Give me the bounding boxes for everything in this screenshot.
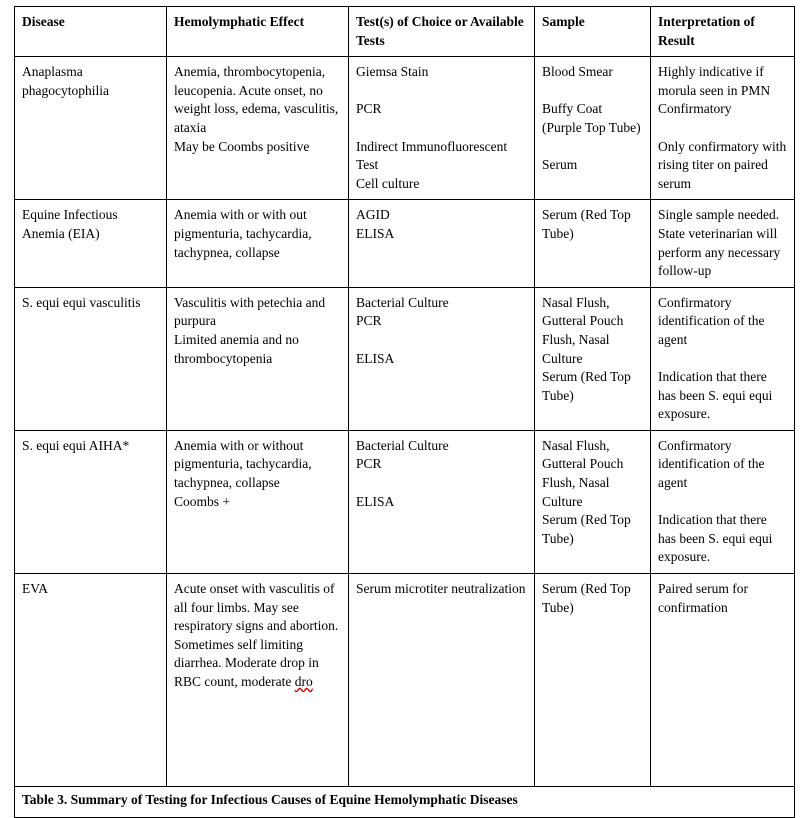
cell-line: PCR: [356, 101, 382, 117]
blank-line: [542, 138, 644, 157]
cell-line: Serum (Red Top Tube): [542, 512, 631, 546]
table-row: [15, 200, 795, 287]
cell-line: Equine Infectious Anemia (EIA): [22, 207, 118, 241]
cell-line: May be Coombs positive: [174, 138, 310, 154]
cell-line: Blood Smear: [542, 64, 613, 80]
cell-tests: [349, 574, 535, 787]
cell-line: Single sample needed. State veterinarian will perform any necessary follow-up: [658, 207, 781, 279]
cell-disease: [15, 287, 167, 430]
cell-line: EVA: [22, 581, 49, 597]
cell-disease: [15, 430, 167, 573]
cell-line: Anemia with or with out pigmenturia, tachycardia, tachypnea, collapse: [174, 207, 312, 260]
cell-sample: [535, 574, 651, 787]
blank-line: [658, 493, 788, 512]
cell-line: Confirmatory identification of the agent: [658, 294, 765, 347]
column-header-sample: Sample: [535, 7, 651, 57]
cell-tests: [349, 200, 535, 287]
cell-sample: [535, 57, 651, 200]
cell-tests: [349, 430, 535, 573]
summary-table: [14, 6, 795, 818]
cell-line: Coombs +: [174, 493, 230, 509]
cell-interpretation: [651, 574, 795, 787]
cell-line: Bacterial Culture: [356, 437, 449, 453]
cell-line: S. equi equi AIHA*: [22, 437, 130, 453]
cell-interpretation: [651, 200, 795, 287]
cell-line: PCR: [356, 313, 382, 329]
blank-line: [356, 119, 528, 138]
cell-hemolymphatic-effect: [167, 200, 349, 287]
table-container: [14, 6, 794, 818]
cell-line: Serum (Red Top Tube): [542, 369, 631, 403]
table-row: [15, 57, 795, 200]
cell-line: Giemsa Stain: [356, 64, 429, 80]
cell-line: Anaplasma phagocytophilia: [22, 64, 109, 98]
cell-line: Confirmatory identification of the agent: [658, 437, 765, 491]
cell-line: Bacterial Culture: [356, 294, 449, 310]
cell-line: Indirect Immunofluorescent Test: [356, 138, 508, 173]
cell-line: Buffy Coat (Purple Top Tube): [542, 101, 641, 135]
cell-line: S. equi equi vasculitis: [22, 294, 141, 310]
cell-line: Only confirmatory with rising titer on paired serum: [658, 138, 787, 191]
table-header-row: [15, 7, 795, 57]
cell-interpretation: [651, 57, 795, 200]
blank-line: [356, 331, 528, 350]
table-row: [15, 287, 795, 430]
cell-line: ELISA: [356, 225, 395, 241]
cell-line: ELISA: [356, 350, 395, 366]
cell-line: Serum: [542, 157, 578, 173]
cell-line: Serum (Red Top Tube): [542, 207, 631, 241]
cell-interpretation: [651, 430, 795, 573]
cell-line: Anemia, thrombocytopenia, leucopenia. Acute onset, no weight loss, edema, vasculitis, ataxia: [174, 64, 339, 135]
cell-line: Anemia with or without pigmenturia, tachycardia, tachypnea, collapse: [174, 437, 312, 491]
cell-line: Vasculitis with petechia and purpura: [174, 294, 326, 329]
cell-line: Cell culture: [356, 175, 420, 191]
cell-line: Serum (Red Top Tube): [542, 581, 631, 615]
cell-hemolymphatic-effect: [167, 430, 349, 573]
cell-line: Serum microtiter neutralization: [356, 581, 526, 597]
cell-hemolymphatic-effect: [167, 574, 349, 787]
table-caption-row: [15, 787, 795, 818]
cell-line: Paired serum for confirmation: [658, 581, 748, 615]
cell-line: Indication that there has been S. equi equi exposure.: [658, 512, 773, 565]
cell-sample: [535, 200, 651, 287]
cell-disease: [15, 574, 167, 787]
cell-line: Nasal Flush, Gutteral Pouch Flush, Nasal Culture: [542, 294, 624, 366]
blank-line: [542, 82, 644, 101]
blank-line: [658, 119, 788, 138]
column-header-interpretation: Interpretation of Result: [651, 7, 795, 57]
misspelled-word: dro: [294, 674, 313, 689]
cell-tests: [349, 57, 535, 200]
cell-hemolymphatic-effect: [167, 287, 349, 430]
cell-line: Highly indicative if morula seen in PMN Confirmatory: [658, 64, 771, 117]
table-row: [15, 430, 795, 573]
cell-sample: [535, 287, 651, 430]
cell-tests: [349, 287, 535, 430]
column-header-hemolymphatic-effect: Hemolymphatic Effect: [167, 7, 349, 57]
cell-disease: [15, 57, 167, 200]
cell-line: ELISA: [356, 493, 395, 509]
cell-sample: [535, 430, 651, 573]
cell-line: AGID: [356, 207, 390, 223]
cell-line: Nasal Flush, Gutteral Pouch Flush, Nasal Culture: [542, 437, 624, 509]
cell-text: Acute onset with vasculitis of all four limbs. May see respiratory signs and abortion. Sometimes self limiting diarrhea. Moderate drop in RBC count, moderate: [174, 581, 339, 689]
cell-interpretation: [651, 287, 795, 430]
table-caption: Table 3. Summary of Testing for Infectious Causes of Equine Hemolymphatic Diseases: [15, 787, 795, 818]
column-header-disease: Disease: [15, 7, 167, 57]
blank-line: [658, 350, 788, 369]
cell-line: PCR: [356, 456, 382, 472]
cell-line: Indication that there has been S. equi equi exposure.: [658, 369, 773, 422]
blank-line: [356, 474, 528, 493]
column-header-tests: Test(s) of Choice or Available Tests: [349, 7, 535, 57]
blank-line: [356, 82, 528, 101]
cell-hemolymphatic-effect: [167, 57, 349, 200]
cell-disease: [15, 200, 167, 287]
table-row: [15, 574, 795, 787]
cell-line: Limited anemia and no thrombocytopenia: [174, 331, 299, 366]
